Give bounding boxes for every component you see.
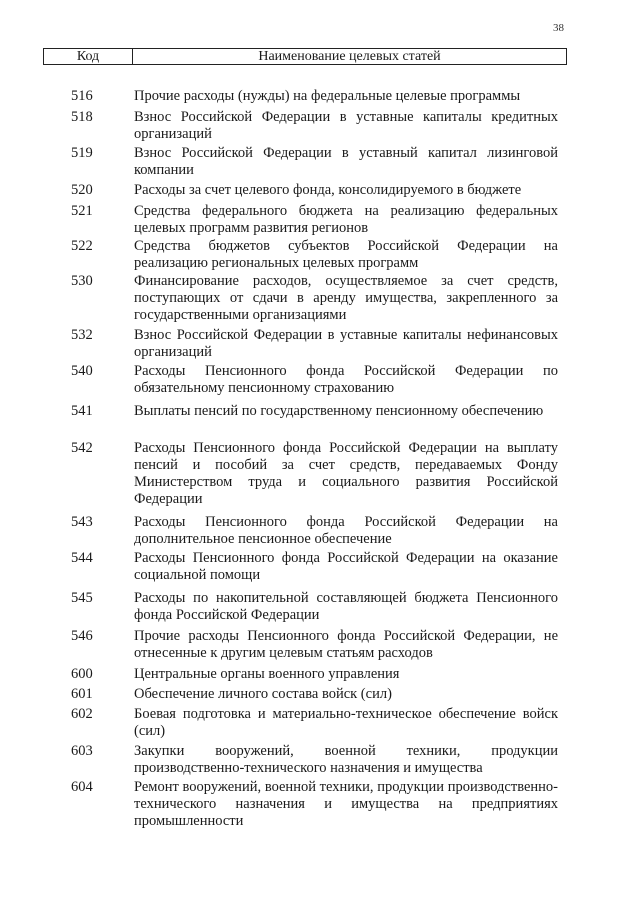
- row-code: 541: [71, 403, 93, 419]
- header-code: Код: [44, 49, 133, 64]
- row-code: 520: [71, 182, 93, 198]
- row-code: 543: [71, 514, 93, 530]
- page-number: 38: [553, 22, 564, 34]
- row-code: 518: [71, 109, 93, 125]
- row-text: Выплаты пенсий по государственному пенсионному обеспечению: [134, 403, 544, 419]
- table-header: [43, 48, 567, 65]
- row-code: 603: [71, 743, 93, 759]
- row-text: Центральные органы военного управления: [134, 666, 400, 682]
- row-text: Средства бюджетов субъектов Российской Федерации на реализацию региональных целевых программ: [134, 238, 558, 271]
- header-name: Наименование целевых статей: [258, 49, 441, 64]
- row-text: Ремонт вооружений, военной техники, продукции производственно-технического назначения и имущества на предприятиях промышленности: [134, 779, 558, 829]
- row-code: 546: [71, 628, 93, 644]
- row-text: Взнос Российской Федерации в уставный капитал лизинговой компании: [134, 145, 558, 178]
- row-code: 516: [71, 88, 93, 104]
- row-code: 522: [71, 238, 93, 254]
- row-text: Расходы Пенсионного фонда Российской Федерации на оказание социальной помощи: [134, 550, 558, 583]
- row-code: 542: [71, 440, 93, 456]
- row-text: Взнос Российской Федерации в уставные капиталы кредитных организаций: [134, 109, 558, 142]
- row-code: 545: [71, 590, 93, 606]
- row-text: Прочие расходы Пенсионного фонда Российской Федерации, не отнесенные к другим целевым статьям расходов: [134, 628, 558, 661]
- row-code: 540: [71, 363, 93, 379]
- row-code: 519: [71, 145, 93, 161]
- row-text: Закупки вооружений, военной техники, продукции производственно-технического назначения и имущества: [134, 743, 558, 776]
- row-text: Обеспечение личного состава войск (сил): [134, 686, 392, 702]
- row-text: Расходы по накопительной составляющей бюджета Пенсионного фонда Российской Федерации: [134, 590, 558, 623]
- row-code: 600: [71, 666, 93, 682]
- row-text: Прочие расходы (нужды) на федеральные целевые программы: [134, 88, 521, 104]
- row-text: Расходы Пенсионного фонда Российской Федерации по обязательному пенсионному страхованию: [134, 363, 558, 396]
- row-text: Расходы Пенсионного фонда Российской Федерации на выплату пенсий и пособий за счет средств, передаваемых Фонду Министерством труда и социального развития Российской Федерации: [134, 440, 558, 507]
- row-text: Расходы за счет целевого фонда, консолидируемого в бюджете: [134, 182, 522, 198]
- row-code: 530: [71, 273, 93, 289]
- row-text: Средства федерального бюджета на реализацию федеральных целевых программ развития регионов: [134, 203, 558, 236]
- row-text: Боевая подготовка и материально-техническое обеспечение войск (сил): [134, 706, 558, 739]
- row-code: 602: [71, 706, 93, 722]
- row-code: 521: [71, 203, 93, 219]
- row-code: 532: [71, 327, 93, 343]
- row-text: Взнос Российской Федерации в уставные капиталы нефинансовых организаций: [134, 327, 558, 360]
- row-code: 544: [71, 550, 93, 566]
- row-code: 601: [71, 686, 93, 702]
- row-text: Финансирование расходов, осуществляемое за счет средств, поступающих от сдачи в аренду имущества, закрепленного за государственными организациями: [134, 273, 558, 323]
- row-code: 604: [71, 779, 93, 795]
- row-text: Расходы Пенсионного фонда Российской Федерации на дополнительное пенсионное обеспечение: [134, 514, 558, 547]
